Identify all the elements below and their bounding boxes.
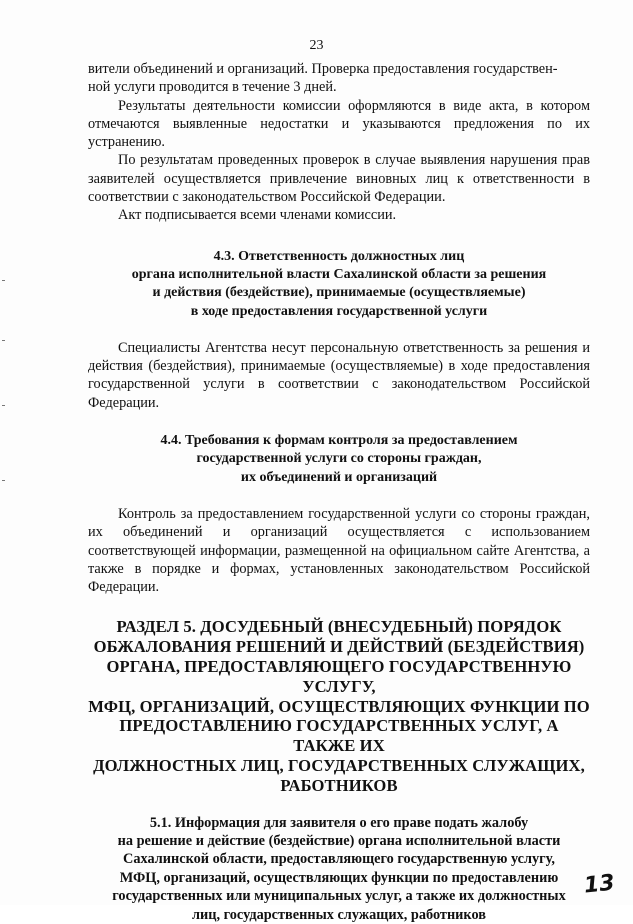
paragraph-section-4-4: Контроль за предоставлением государственной услуги со стороны граждан, их объединений и организаций осуществляется с использованием соответствующей информации, размещенной на официальном сайте Агентства, а также в порядке и формах, установленных законодательством Российской Федерации.	[88, 505, 590, 596]
page-number: 23	[309, 38, 324, 53]
heading-section-4-4: 4.4. Требования к формам контроля за предоставлением государственной услуги со стороны граждан, их объединений и организаций	[160, 433, 518, 485]
paragraph-inspection-results: По результатам проведенных проверок в случае выявления нарушения прав заявителей осуществляется привлечение виновных лиц к ответственности в соответствии с законодательством Российской Федерации.	[88, 152, 590, 206]
paragraph-continuation: вители объединений и организаций. Проверка предоставления государствен- ной услуги проводится в течение 3 дней.	[88, 61, 558, 96]
paragraph-commission-results: Результаты деятельности комиссии оформляются в виде акта, в котором отмечаются выявленные недостатки и указываются предложения по их устранению.	[88, 97, 590, 151]
paragraph-act-signed: Акт подписывается всеми членами комиссии.	[118, 207, 397, 224]
margin-marks	[2, 280, 6, 520]
heading-section-5-1: 5.1. Информация для заявителя о его праве подать жалобу на решение и действие (бездействие) органа исполнительной власти Сахалинской области, предоставляющего государственную услугу, МФЦ, организаций, осуществляющих функции по предоставлению государственных или муниципальных услуг, а также их должностных лиц, государственных служащих, работников	[112, 814, 566, 923]
document-body	[88, 60, 590, 924]
heading-section-4-3: 4.3. Ответственность должностных лиц органа исполнительной власти Сахалинской области за решения и действия (бездействие), принимаемые (осуществляемые) в ходе предоставления государственной услуги	[131, 248, 547, 319]
handwritten-page-mark: 13	[583, 870, 617, 899]
paragraph-section-4-3: Специалисты Агентства несут персональную ответственность за решения и действия (бездействия), принимаемые (осуществляемые) в ходе предоставления государственной услуги в соответствии с законодательством Российской Федерации.	[88, 339, 590, 411]
heading-section-5: РАЗДЕЛ 5. ДОСУДЕБНЫЙ (ВНЕСУДЕБНЫЙ) ПОРЯДОК ОБЖАЛОВАНИЯ РЕШЕНИЙ И ДЕЙСТВИЙ (БЕЗДЕЙСТВИЯ) ОРГАНА, ПРЕДОСТАВЛЯЮЩЕГО ГОСУДАРСТВЕННУЮ УСЛУГУ, МФЦ, ОРГАНИЗАЦИЙ, ОСУЩЕСТВЛЯЮЩИХ ФУНКЦИИ ПО ПРЕДОСТАВЛЕНИЮ ГОСУДАРСТВЕННЫХ УСЛУГ, А ТАКЖЕ ИХ ДОЛЖНОСТНЫХ ЛИЦ, ГОСУДАРСТВЕННЫХ СЛУЖАЩИХ, РАБОТНИКОВ	[88, 617, 590, 795]
